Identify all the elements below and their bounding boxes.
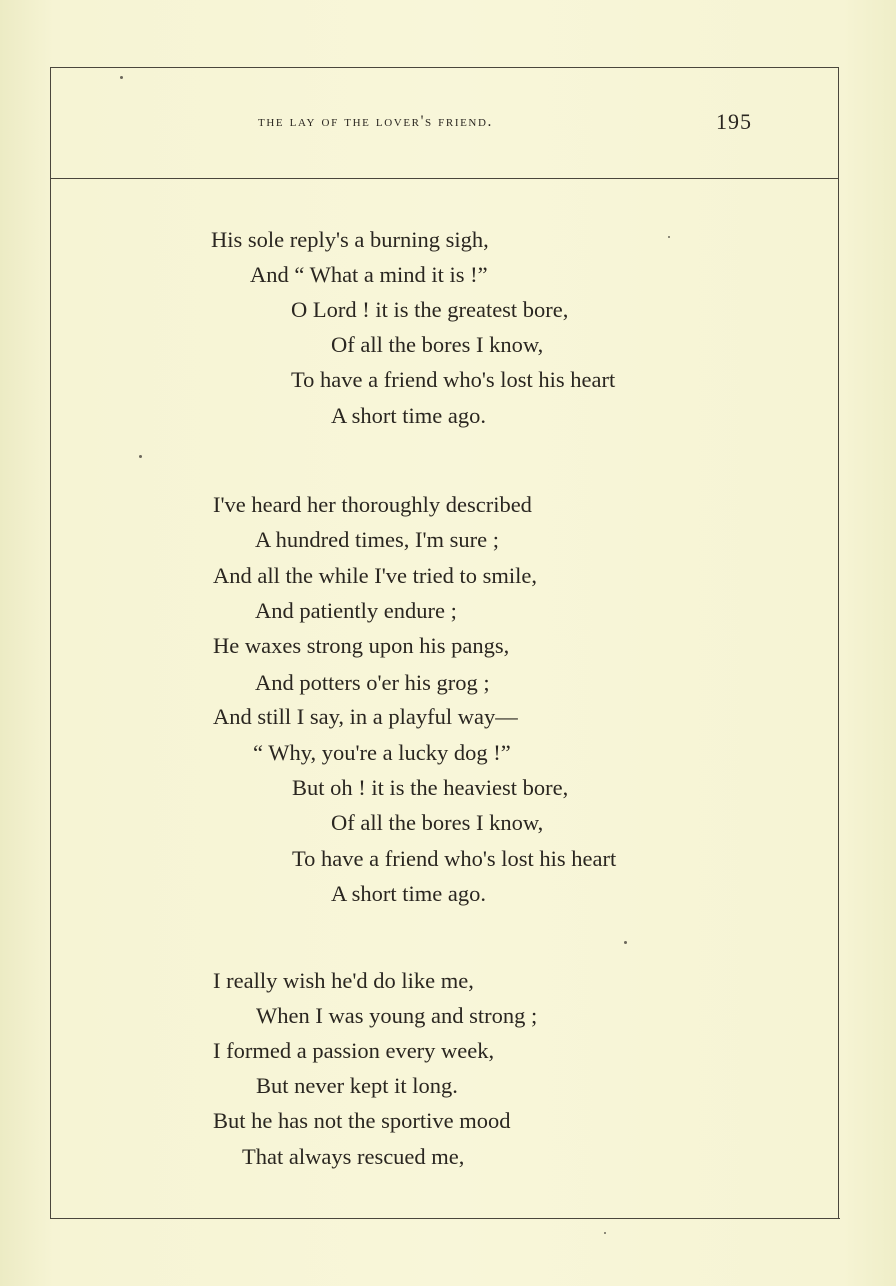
poem-line: I've heard her thoroughly described [213,492,532,517]
poem-line: “ Why, you're a lucky dog !” [253,740,511,765]
poem-line: A hundred times, I'm sure ; [255,527,500,552]
poem-line: His sole reply's a burning sigh, [211,227,489,252]
poem-line: That always rescued me, [242,1144,465,1169]
page-number: 195 [716,109,752,134]
paper-speck [139,455,142,458]
poem-line: But he has not the sportive mood [213,1108,511,1133]
running-head-title: the lay of the lover's friend. [258,113,493,130]
poem-line: And “ What a mind it is !” [250,262,488,287]
paper-speck [604,1232,606,1234]
poem-line: O Lord ! it is the greatest bore, [291,297,569,322]
poem-line: And all the while I've tried to smile, [213,563,537,588]
paper-speck [668,236,670,238]
poem-line: I formed a passion every week, [213,1038,495,1063]
poem-line: I really wish he'd do like me, [213,968,474,993]
poem-line: Of all the bores I know, [331,332,544,357]
poem-line: And still I say, in a playful way— [213,704,518,729]
poem-line: He waxes strong upon his pangs, [213,633,510,658]
paper-speck [624,941,627,944]
poem-line: Of all the bores I know, [331,810,544,835]
poem-line: And potters o'er his grog ; [255,670,490,695]
poem-line: To have a friend who's lost his heart [292,846,617,871]
poem-line: To have a friend who's lost his heart [291,367,616,392]
poem-line: But never kept it long. [256,1073,458,1098]
poem-line: A short time ago. [331,881,486,906]
paper-speck [120,76,123,79]
poem-line: A short time ago. [331,403,486,428]
poem-line: But oh ! it is the heaviest bore, [292,775,569,800]
poem-line: When I was young and strong ; [256,1003,538,1028]
poem-line: And patiently endure ; [255,598,457,623]
